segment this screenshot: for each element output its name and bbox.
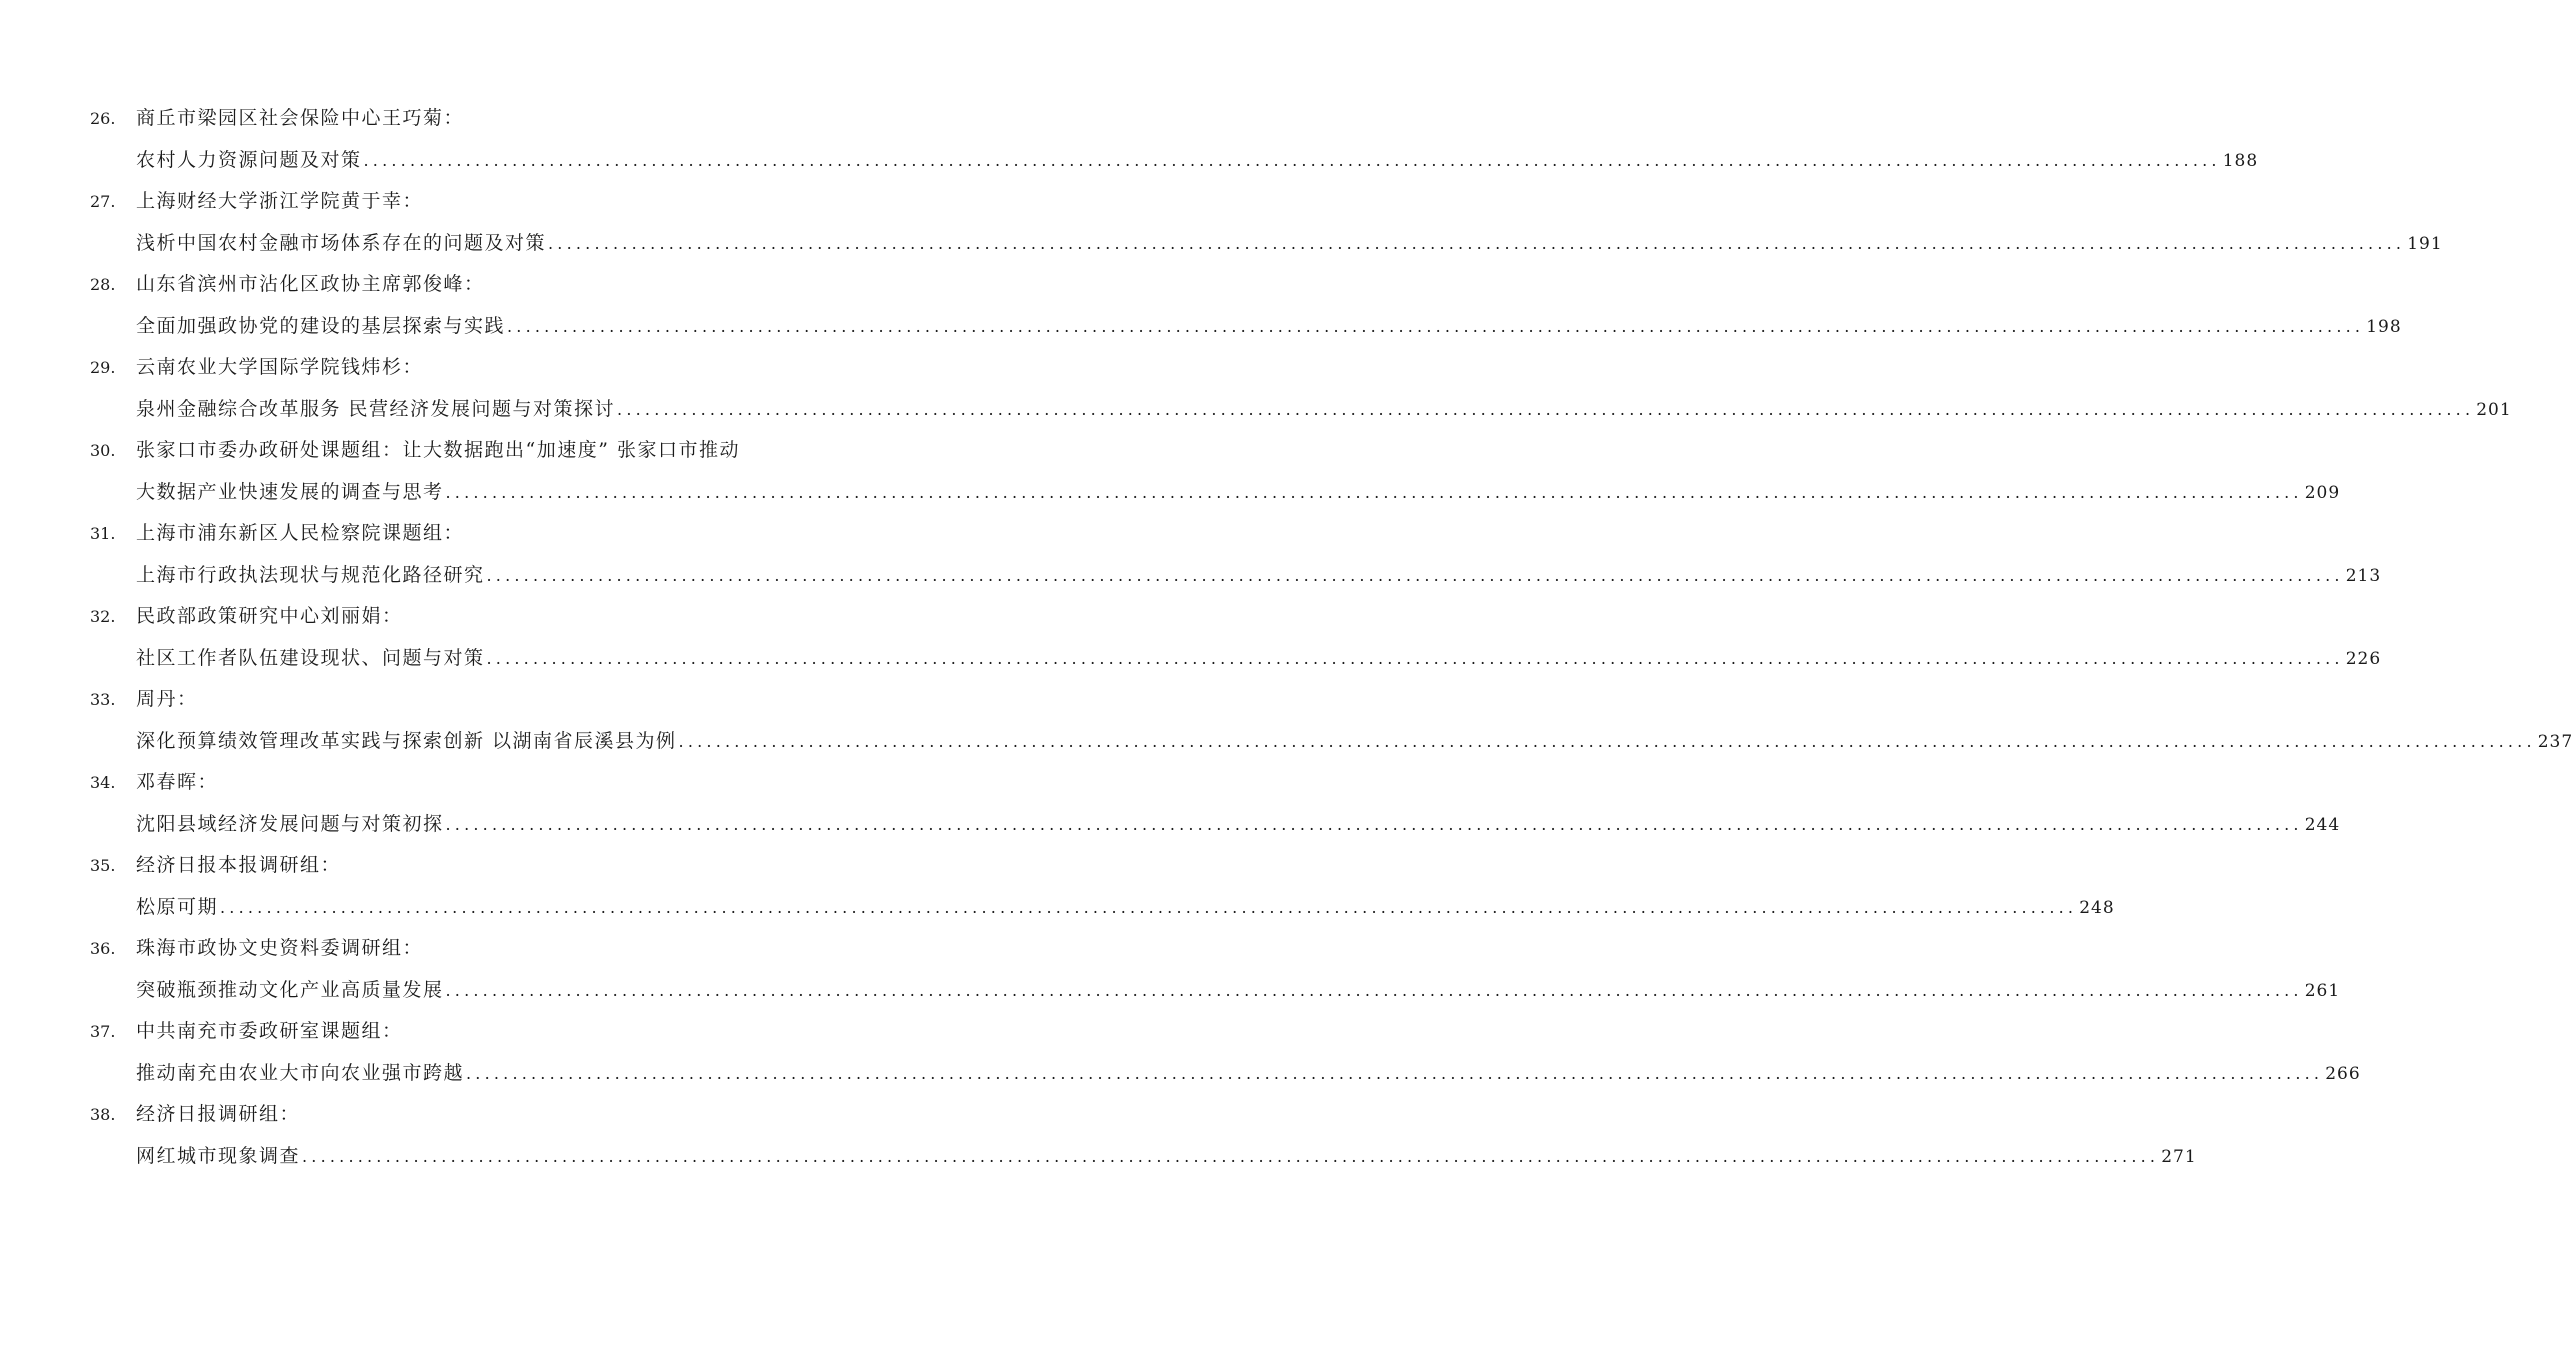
entry-title[interactable]: 深化预算绩效管理改革实践与探索创新 以湖南省辰溪县为例 bbox=[136, 729, 677, 752]
entry-author: 山东省滨州市沾化区政协主席郭俊峰： bbox=[136, 273, 485, 295]
entry-title[interactable]: 浅析中国农村金融市场体系存在的问题及对策 bbox=[136, 231, 547, 254]
toc-entry[interactable] bbox=[0, 1011, 2361, 1094]
entry-author: 珠海市政协文史资料委调研组： bbox=[136, 937, 424, 959]
toc-entry[interactable] bbox=[0, 430, 2341, 513]
toc-entry-title-line bbox=[0, 306, 2402, 348]
entry-page-number[interactable]: 191 bbox=[2407, 233, 2443, 254]
toc-entry-title-line bbox=[0, 1053, 2361, 1095]
dot-leader: ........................................................................................................................................................................................................ bbox=[363, 150, 2221, 170]
toc-entry-heading bbox=[0, 845, 950, 887]
entry-number: 34. bbox=[90, 773, 116, 792]
entry-title[interactable]: 推动南充由农业大市向农业强市跨越 bbox=[136, 1061, 465, 1084]
entry-page-number[interactable]: 226 bbox=[2345, 648, 2382, 669]
entry-number: 28. bbox=[90, 275, 116, 294]
toc-entry-title-line bbox=[0, 1136, 2197, 1178]
entry-number: 27. bbox=[90, 192, 116, 211]
dot-leader: ........................................................................................................................................................................................................ bbox=[548, 233, 2406, 253]
toc-entry[interactable] bbox=[0, 264, 2402, 347]
entry-title[interactable]: 沈阳县域经济发展问题与对策初探 bbox=[136, 812, 444, 835]
toc-entry[interactable] bbox=[0, 1094, 2197, 1177]
entry-number: 33. bbox=[90, 690, 116, 709]
toc-entry[interactable] bbox=[0, 596, 2382, 679]
entry-number: 35. bbox=[90, 856, 116, 875]
dot-leader: ........................................................................................................................................................................................................ bbox=[220, 897, 2078, 917]
entry-title[interactable]: 大数据产业快速发展的调查与思考 bbox=[136, 480, 444, 503]
toc-entry-title-line bbox=[0, 223, 2443, 265]
toc-entry-heading bbox=[0, 181, 950, 223]
entry-page-number[interactable]: 266 bbox=[2325, 1063, 2361, 1084]
entry-author: 商丘市梁园区社会保险中心王巧菊： bbox=[136, 107, 465, 129]
toc-entry-heading bbox=[0, 1011, 950, 1053]
entry-author: 上海市浦东新区人民检察院课题组： bbox=[136, 522, 465, 544]
dot-leader: ........................................................................................................................................................................................................ bbox=[486, 565, 2344, 585]
toc-entry-title-line bbox=[0, 721, 2573, 763]
entry-author: 经济日报本报调研组： bbox=[136, 854, 342, 876]
entry-page-number[interactable]: 271 bbox=[2161, 1146, 2197, 1167]
dot-leader: ........................................................................................................................................................................................................ bbox=[486, 648, 2344, 668]
entry-title[interactable]: 全面加强政协党的建设的基层探索与实践 bbox=[136, 314, 506, 337]
toc-entry[interactable] bbox=[0, 181, 2443, 264]
entry-author: 周丹： bbox=[136, 688, 198, 710]
dot-leader: ........................................................................................................................................................................................................ bbox=[445, 482, 2303, 502]
toc-entry[interactable] bbox=[0, 347, 2512, 430]
toc-entry[interactable] bbox=[0, 845, 2115, 928]
toc-entry-heading bbox=[0, 1094, 950, 1136]
entry-title[interactable]: 上海市行政执法现状与规范化路径研究 bbox=[136, 563, 485, 586]
entry-title[interactable]: 松原可期 bbox=[136, 895, 219, 918]
entry-author: 邓春晖： bbox=[136, 771, 219, 793]
toc-entry-title-line bbox=[0, 472, 2341, 514]
toc-entry-heading bbox=[0, 679, 950, 721]
entry-number: 37. bbox=[90, 1022, 116, 1041]
entry-number: 36. bbox=[90, 939, 116, 958]
entry-author: 上海财经大学浙江学院黄于幸： bbox=[136, 190, 424, 212]
entry-page-number[interactable]: 188 bbox=[2222, 150, 2259, 171]
toc-entry-title-line bbox=[0, 887, 2115, 929]
entry-number: 31. bbox=[90, 524, 116, 543]
dot-leader: ........................................................................................................................................................................................................ bbox=[678, 731, 2536, 751]
table-of-contents bbox=[0, 98, 2573, 1177]
entry-title[interactable]: 突破瓶颈推动文化产业高质量发展 bbox=[136, 978, 444, 1001]
toc-entry-heading bbox=[0, 430, 950, 472]
toc-entry-heading bbox=[0, 762, 950, 804]
entry-page-number[interactable]: 201 bbox=[2476, 399, 2512, 420]
toc-entry-heading bbox=[0, 928, 950, 970]
dot-leader: ........................................................................................................................................................................................................ bbox=[617, 399, 2475, 419]
entry-author: 中共南充市委政研室课题组： bbox=[136, 1020, 403, 1042]
toc-entry-heading bbox=[0, 264, 950, 306]
toc-entry[interactable] bbox=[0, 762, 2341, 845]
entry-page-number[interactable]: 248 bbox=[2079, 897, 2115, 918]
toc-entry-heading bbox=[0, 98, 950, 140]
entry-number: 32. bbox=[90, 607, 116, 626]
toc-entry-title-line bbox=[0, 389, 2512, 431]
entry-number: 29. bbox=[90, 358, 116, 377]
toc-entry-title-line bbox=[0, 555, 2382, 597]
entry-title[interactable]: 泉州金融综合改革服务 民营经济发展问题与对策探讨 bbox=[136, 397, 616, 420]
dot-leader: ........................................................................................................................................................................................................ bbox=[445, 980, 2303, 1000]
toc-entry-title-line bbox=[0, 804, 2341, 846]
entry-page-number[interactable]: 261 bbox=[2304, 980, 2341, 1001]
entry-page-number[interactable]: 244 bbox=[2304, 814, 2341, 835]
entry-author: 经济日报调研组： bbox=[136, 1103, 301, 1125]
dot-leader: ........................................................................................................................................................................................................ bbox=[445, 814, 2303, 834]
toc-entry-heading bbox=[0, 596, 950, 638]
entry-page-number[interactable]: 209 bbox=[2304, 482, 2341, 503]
dot-leader: ........................................................................................................................................................................................................ bbox=[507, 316, 2365, 336]
toc-entry-title-line bbox=[0, 970, 2341, 1012]
entry-number: 38. bbox=[90, 1105, 116, 1124]
dot-leader: ........................................................................................................................................................................................................ bbox=[302, 1146, 2160, 1166]
entry-page-number[interactable]: 213 bbox=[2345, 565, 2382, 586]
toc-entry-title-line bbox=[0, 638, 2382, 680]
entry-author: 民政部政策研究中心刘丽娟： bbox=[136, 605, 403, 627]
entry-title[interactable]: 网红城市现象调查 bbox=[136, 1144, 301, 1167]
toc-entry-heading bbox=[0, 513, 950, 555]
entry-number: 30. bbox=[90, 441, 116, 460]
entry-page-number[interactable]: 198 bbox=[2366, 316, 2402, 337]
toc-entry-title-line bbox=[0, 140, 2259, 182]
entry-page-number[interactable]: 237 bbox=[2537, 731, 2573, 752]
entry-title[interactable]: 社区工作者队伍建设现状、问题与对策 bbox=[136, 646, 485, 669]
entry-number: 26. bbox=[90, 109, 116, 128]
toc-entry[interactable] bbox=[0, 513, 2382, 596]
toc-entry[interactable] bbox=[0, 928, 2341, 1011]
entry-title[interactable]: 农村人力资源问题及对策 bbox=[136, 148, 362, 171]
entry-author: 云南农业大学国际学院钱炜杉： bbox=[136, 356, 424, 378]
dot-leader: ........................................................................................................................................................................................................ bbox=[466, 1063, 2324, 1083]
toc-entry[interactable] bbox=[0, 679, 2573, 762]
toc-entry-heading bbox=[0, 347, 950, 389]
entry-author: 张家口市委办政研处课题组：让大数据跑出“加速度” 张家口市推动 bbox=[136, 439, 740, 461]
toc-entry[interactable] bbox=[0, 98, 2259, 181]
